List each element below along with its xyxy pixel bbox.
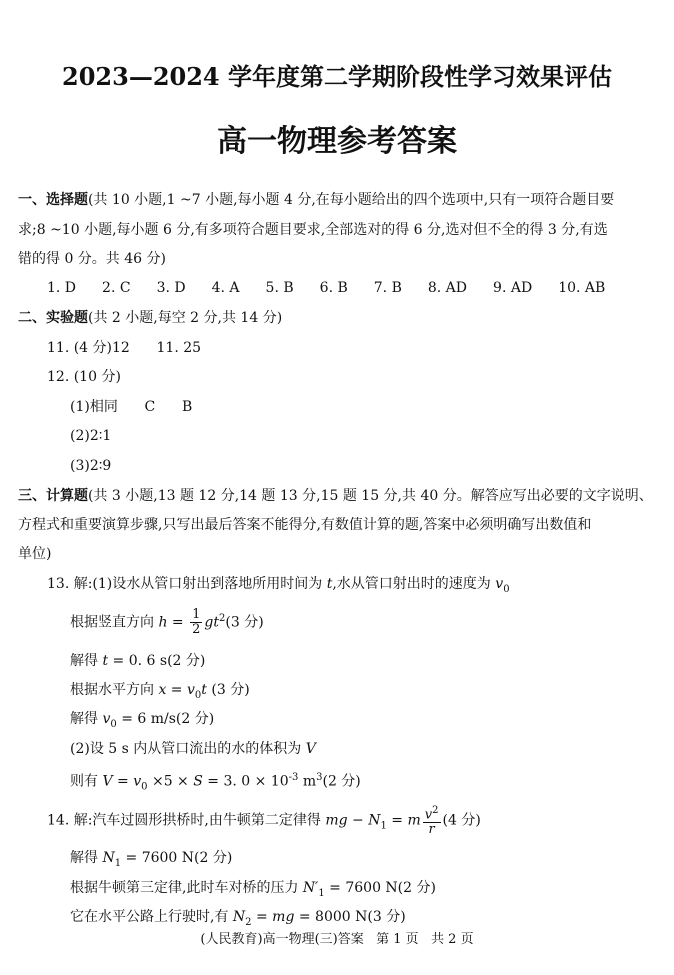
eq-sign: = [167,614,189,631]
answer-item: 9. AD [493,280,533,296]
answer-item: 6. B [319,280,348,296]
eq-result: = 7600 N(2 分) [121,850,233,866]
fraction [190,608,202,637]
var-v: v [133,773,142,790]
section1-heading: 一、选择题 [18,192,88,208]
superscript: 2 [219,613,226,624]
var-v: v [102,711,111,727]
section1-desc3: 错的得 0 分。共 46 分) [18,251,166,267]
eq-sign: = [112,773,134,790]
var-V: V [102,773,113,790]
answer-item: 10. AB [558,280,606,296]
answer-item: 2. C [102,280,131,296]
section3-heading: 三、计算题 [18,488,88,504]
eq-result: = 6 m/s(2 分) [116,711,215,727]
q12-part2: (2)2∶1 [70,428,112,444]
var-t: t [326,576,333,592]
answer-list [47,278,605,298]
superscript: 3 [316,772,323,783]
q12-part1: (1)相同 C B [70,399,193,415]
eq-result: = 8000 N(3 分) [294,909,406,925]
var-N-prime: N′ [302,880,319,896]
subscript: 0 [503,583,510,595]
eq-text: 根据水平方向 [70,682,159,698]
eq-text: (2)设 5 s 内从管口流出的水的体积为 [70,741,306,757]
q13-volume-eq [70,768,361,797]
answer-item: 8. AD [427,280,468,296]
section1-desc1: (共 10 小题,1 ~7 小题,每小题 4 分,在每小题给出的四个选项中,只有一项符合题目要 [88,192,615,208]
var-N: N [232,909,246,925]
var-V: V [305,741,316,757]
fraction-denominator: 2 [192,622,201,638]
eq-text: 根据牛顿第三定律,此时车对桥的压力 [70,880,303,896]
q13-solve-v0 [70,709,214,735]
q13-intro [47,574,510,600]
eq-text: 它在水平公路上行驶时,有 [70,909,233,925]
q12-header: 12. (10 分) [47,369,121,385]
fraction-denominator [423,822,441,837]
subscript: 1 [114,857,122,869]
q13-vertical-eq [70,604,264,638]
unit: m [298,773,317,790]
eq-text: 解得 [70,653,103,669]
eq-text: ×5 × [147,773,194,790]
score: (2 分) [322,773,361,790]
answer-item: 3. D [156,280,186,296]
subscript: 2 [245,916,252,928]
answer-item: 4. A [211,280,240,296]
eq-sign: − [347,812,369,829]
q13-solve-t [70,651,205,671]
q12-part3: (3)2∶9 [70,458,112,474]
eq-text: 根据竖直方向 [70,614,159,631]
var-v: v [495,576,504,592]
score: (4 分) [442,812,481,829]
answer-item: 1. D [47,280,77,296]
eq-result: = 7600 N(2 分) [324,880,436,896]
var-t: t [102,653,109,669]
q14-third-law [70,878,436,904]
eq-text: = 3. 0 × 10 [202,773,289,790]
fraction-numerator [423,804,441,822]
q13-intro-text2: ,水从管口射出时的速度为 [332,576,496,592]
eq-sign: = [386,812,408,829]
q14-solve-n1 [70,848,232,874]
answer-item: 5. B [265,280,294,296]
section3-line1 [18,486,653,506]
page-footer: (人民教育)高一物理(三)答案 第 1 页 共 2 页 [200,932,474,947]
var-S: S [193,773,203,790]
eq-text: 解得 [70,850,103,866]
answer-item: 7. B [373,280,402,296]
var-m: m [407,812,421,829]
q14-newton-eq [47,804,481,841]
subscript: 1 [380,820,387,832]
var-mg: mg [272,909,295,925]
section3-desc2: 方程式和重要演算步骤,只写出最后答案不能得分,有数值计算的题,答案中必须明确写出数值和 [18,517,592,533]
var-v: v [424,807,433,823]
fraction-numerator: 1 [192,607,201,623]
var-gt: gt [204,614,219,631]
fraction [423,804,441,837]
document-subtitle: 高一物理参考答案 [217,124,457,159]
eq-sign: = [166,682,187,698]
q13-intro-text: 13. 解:(1)设水从管口射出到落地所用时间为 [47,576,327,592]
eq-result: = 0. 6 s(2 分) [108,653,206,669]
document-title: 2023—2024 学年度第二学期阶段性学习效果评估 [62,62,612,91]
eq-text: 解得 [70,711,103,727]
var-h: h [158,614,168,631]
section2-line [18,308,282,328]
score: (3 分) [225,614,264,631]
var-t: t [201,682,207,698]
var-mg: mg [325,812,348,829]
q13-horizontal-eq [70,680,250,706]
section2-heading: 二、实验题 [18,310,88,326]
eq-text: 14. 解:汽车过圆形拱桥时,由牛顿第二定律得 [47,812,326,829]
superscript: 2 [432,805,439,816]
score: (3 分) [206,682,250,698]
var-r: r [428,822,435,838]
var-N: N [102,850,115,866]
section1-line1 [18,190,614,210]
eq-text: 则有 [70,773,103,790]
section3-desc1: (共 3 小题,13 题 12 分,14 题 13 分,15 题 15 分,共 40 分。解答应写出必要的文字说明、 [88,488,653,504]
q11-answer: 11. (4 分)12 11. 25 [47,340,202,356]
var-N: N [368,812,381,829]
var-x: x [158,682,167,698]
subscript: 0 [194,689,202,701]
section1-desc2: 求;8 ~10 小题,每小题 6 分,有多项符合题目要求,全部选对的得 6 分,选对但不全的得 3 分,有选 [18,222,608,238]
eq-sign: = [251,909,273,925]
q13-part2 [70,739,316,759]
q14-flat-road [70,907,406,933]
superscript: -3 [288,772,299,783]
subscript: 0 [110,718,117,730]
var-v: v [187,682,195,698]
subscript: 0 [141,781,148,793]
subscript: 1 [318,887,325,899]
section3-desc3: 单位) [18,546,52,562]
section2-desc: (共 2 小题,每空 2 分,共 14 分) [88,310,283,326]
